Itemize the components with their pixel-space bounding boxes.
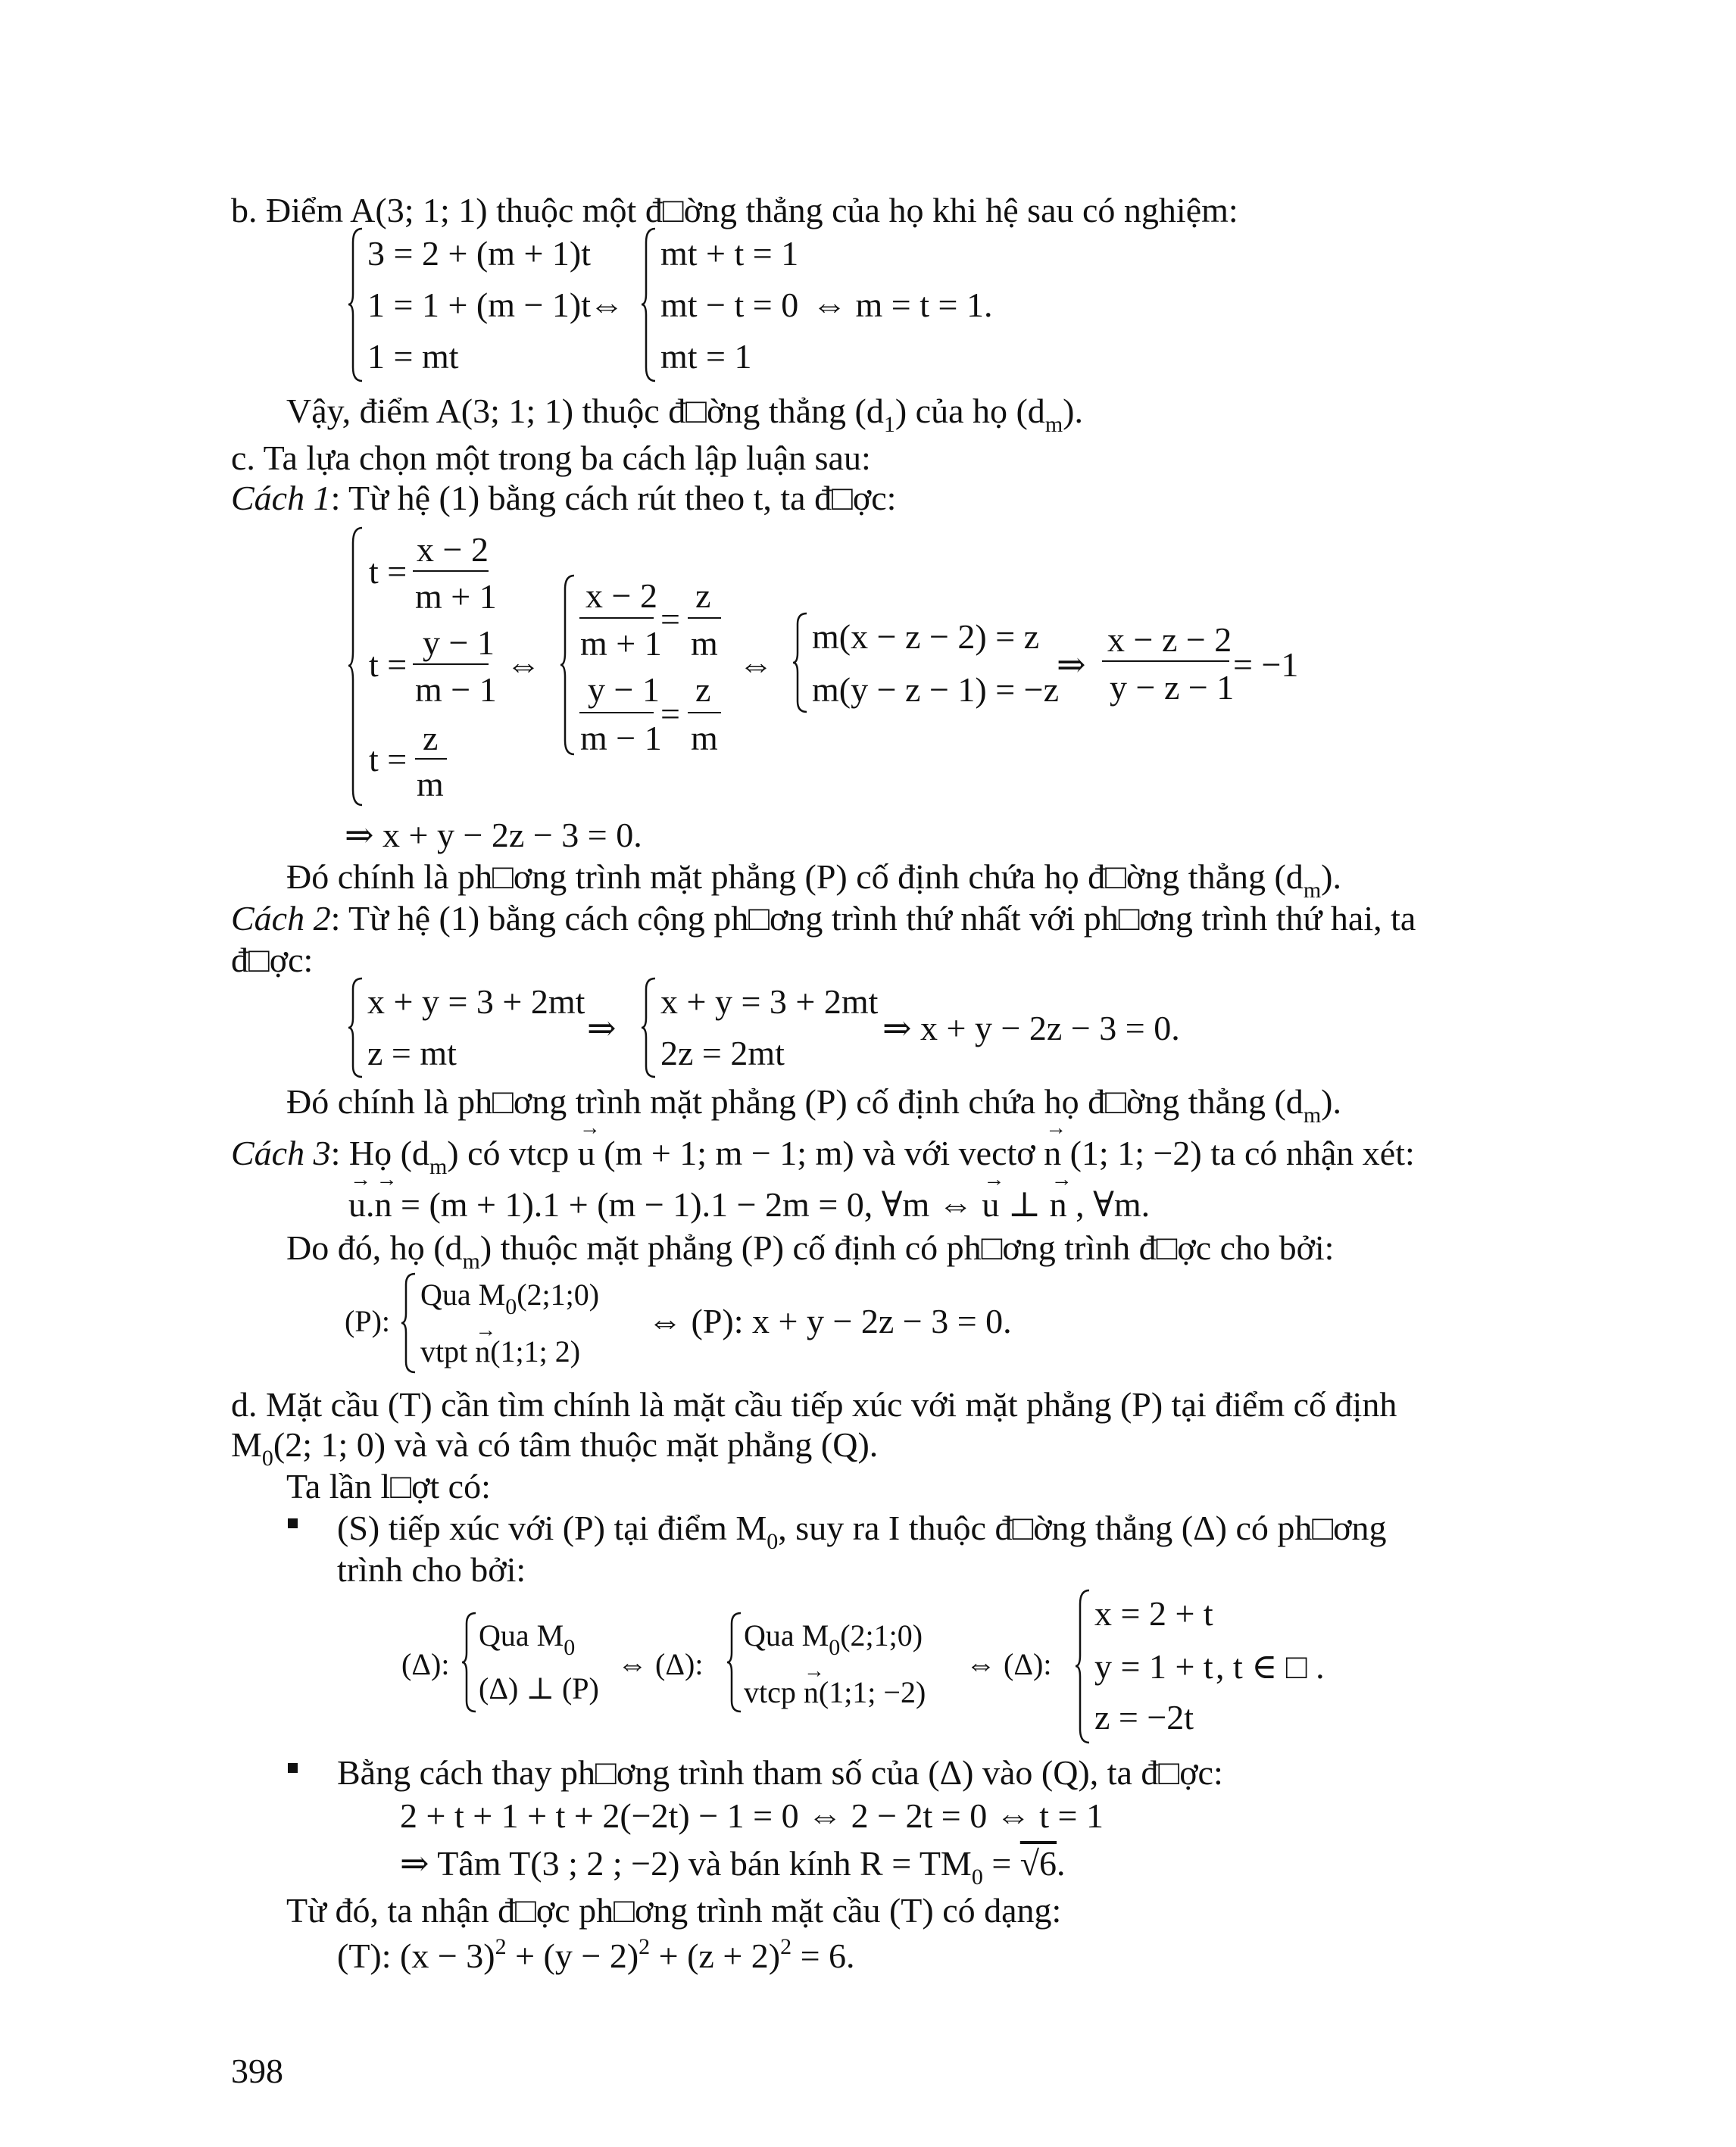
vector-arrow: → xyxy=(803,1659,825,1683)
delta-label: (Δ): xyxy=(401,1647,450,1681)
fraction-bar xyxy=(415,758,447,760)
result-equation: ⇔ m = t = 1. xyxy=(812,286,993,324)
fraction-bar xyxy=(579,617,654,619)
system-line: Qua $M_0(2;1;0)$ xyxy=(420,1278,600,1319)
t-equals: t = xyxy=(369,740,407,779)
part-b-intro: b. Điểm A(3; 1; 1) thuộc một đ□ờng thẳng của họ khi hệ sau có nghiệm: xyxy=(231,191,1238,229)
system-line: 1 = mt xyxy=(367,337,459,376)
fraction-denominator: m + 1 xyxy=(415,577,497,616)
page-number: 398 xyxy=(231,2052,283,2090)
fraction-bar xyxy=(579,712,654,713)
plane-label: (P): xyxy=(345,1304,390,1338)
system-line: vtcp → n(1;1; −2) xyxy=(744,1659,926,1709)
fraction-denominator: y − z − 1 xyxy=(1110,668,1235,707)
equals-sign: = xyxy=(660,694,680,733)
method-2-heading: Cách 2: Từ hệ (1) bằng cách cộng ph□ơng trình thứ nhất với ph□ơng trình thứ hai, ta xyxy=(231,899,1416,938)
system-line: x = 2 + t xyxy=(1094,1594,1213,1633)
fraction-denominator: m + 1 xyxy=(580,624,662,663)
fraction-numerator: z xyxy=(695,576,711,615)
system-line: (Δ) ⊥ (P) xyxy=(479,1671,599,1705)
system-line: 1 = 1 + (m − 1)t xyxy=(367,286,592,324)
fraction-denominator: m − 1 xyxy=(580,719,662,757)
system-line: m(y − z − 1) = −z xyxy=(812,670,1060,709)
system-line: 3 = 2 + (m + 1)t xyxy=(367,234,592,273)
fraction-bar xyxy=(413,663,489,665)
t-equals: t = xyxy=(369,645,407,684)
method-3-heading: Cách 3: Họ $(d_m)$ có vtcp → u (m + 1; m − 1; m) và với vectơ → n (1; 1; −2) ta có nhận xét: xyxy=(231,1116,1415,1179)
fraction-bar xyxy=(1102,660,1229,662)
brace-left xyxy=(640,977,657,1085)
equals-sign: = xyxy=(660,600,680,638)
part-d-list-intro: Ta lần l□ợt có: xyxy=(286,1467,491,1506)
vector-arrow: → xyxy=(579,1116,601,1140)
center-radius-line: ⇒ Tâm T(3 ; 2 ; −2) và bán kính $R = TM_0 = √6$. xyxy=(400,1844,1066,1890)
brace-left xyxy=(461,1612,477,1720)
method-2-note: Đó chính là ph□ơng trình mặt phẳng (P) cố định chứa họ đ□ờng thẳng $(d_m)$. xyxy=(286,1082,1341,1128)
implies-symbol: ⇒ xyxy=(1057,645,1086,684)
iff-symbol: ⇔ (Δ): xyxy=(617,1647,704,1681)
fraction-denominator: m xyxy=(417,765,444,804)
system-line: x + y = 3 + 2mt xyxy=(660,982,879,1021)
part-c-intro: c. Ta lựa chọn một trong ba cách lập luận sau: xyxy=(231,438,871,477)
fraction-denominator: m xyxy=(691,719,718,757)
system-line: vtpt → n(1;1; 2) xyxy=(420,1318,581,1368)
vector-arrow: → xyxy=(1045,1116,1067,1140)
brace-left xyxy=(640,227,657,389)
fraction-numerator: x − z − 2 xyxy=(1107,620,1232,659)
fraction-denominator: m xyxy=(691,624,718,663)
bullet-2-text: Bằng cách thay ph□ơng trình tham số của (Δ) vào (Q), ta đ□ợc: xyxy=(337,1753,1223,1792)
brace-left xyxy=(347,526,364,813)
method-2-result: ⇒ x + y − 2z − 3 = 0. xyxy=(882,1009,1180,1047)
vector-arrow: → xyxy=(475,1318,497,1342)
brace-left xyxy=(400,1272,417,1381)
brace-left xyxy=(1074,1589,1091,1750)
bullet-1-text: (S) tiếp xúc với (P) tại điểm $M_0$, suy ra I thuộc đ□ờng thẳng (Δ) có ph□ơng xyxy=(337,1509,1387,1554)
method-3-therefore: Do đó, họ $(d_m)$ thuộc mặt phẳng (P) cố định có ph□ơng trình đ□ợc cho bởi: xyxy=(286,1228,1335,1274)
brace-left xyxy=(347,227,364,389)
system-line: m(x − z − 2) = z xyxy=(812,617,1040,656)
t-equals: t = xyxy=(369,552,407,591)
system-line: 2z = 2mt xyxy=(660,1034,785,1072)
final-intro: Từ đó, ta nhận đ□ợc ph□ơng trình mặt cầu (T) có dạng: xyxy=(286,1891,1062,1930)
method-1-result: ⇒ x + y − 2z − 3 = 0. xyxy=(345,816,642,854)
implies-symbol: ⇒ xyxy=(587,1009,617,1047)
system-line: y = 1 + t xyxy=(1094,1647,1213,1686)
iff-symbol: ⇔ xyxy=(506,645,541,684)
fraction-bar xyxy=(688,617,721,619)
bullet-1-text-line2: trình cho bởi: xyxy=(337,1550,526,1589)
fraction-bar xyxy=(413,570,489,572)
fraction-numerator: z xyxy=(423,719,439,757)
method-1-note: Đó chính là ph□ơng trình mặt phẳng (P) cố định chứa họ đ□ờng thẳng $(d_m)$. xyxy=(286,857,1341,903)
brace-left xyxy=(347,977,364,1085)
fraction-denominator: m − 1 xyxy=(415,670,497,709)
system-line: z = mt xyxy=(367,1034,457,1072)
brace-left xyxy=(559,574,576,762)
fraction-numerator: x − 2 xyxy=(417,530,489,569)
bullet-icon xyxy=(288,1518,298,1528)
system-line: z = −2t xyxy=(1094,1698,1194,1737)
substitution-equation: 2 + t + 1 + t + 2(−2t) − 1 = 0 ⇔ 2 − 2t = 0 ⇔ t = 1 xyxy=(400,1796,1104,1835)
fraction-numerator: z xyxy=(695,670,711,709)
dot-product-line: → u. → n = (m + 1).1 + (m − 1).1 − 2m = 0, ∀m ⇔ → u ⊥ → n , ∀m. xyxy=(348,1168,1151,1224)
part-d-intro-line2: $M_0(2$; 1; 0) và và có tâm thuộc mặt phẳng (Q). xyxy=(231,1425,879,1471)
bullet-icon xyxy=(288,1763,298,1773)
brace-left xyxy=(792,612,808,720)
system-line: mt + t = 1 xyxy=(660,234,799,273)
part-b-conclusion: Vậy, điểm A(3; 1; 1) thuộc đ□ờng thẳng $(d_1)$ của họ $(d_m)$. xyxy=(286,392,1083,437)
vector-arrow: → xyxy=(983,1168,1005,1191)
vector-arrow: → xyxy=(350,1168,371,1191)
system-line: mt − t = 0 xyxy=(660,286,799,324)
fraction-bar xyxy=(688,712,721,713)
sphere-equation: (T): $(x - 3)^2 + (y - 2)^2 + (z + 2)^2 = 6$. xyxy=(337,1934,855,1975)
method-1-heading: Cách 1: Từ hệ (1) bằng cách rút theo t, ta đ□ợc: xyxy=(231,479,897,517)
system-line: x + y = 3 + 2mt xyxy=(367,982,585,1021)
brace-left xyxy=(726,1612,742,1720)
iff-symbol: ⇔ (Δ): xyxy=(966,1647,1052,1681)
part-d-intro: d. Mặt cầu (T) cần tìm chính là mặt cầu tiếp xúc với mặt phẳng (P) tại điểm cố định xyxy=(231,1385,1397,1424)
vector-arrow: → xyxy=(376,1168,398,1191)
method-3-result: ⇔ (P): x + y − 2z − 3 = 0. xyxy=(648,1302,1012,1340)
system-line: Qua $M_0$ xyxy=(479,1618,576,1660)
parameter-condition: , t ∈ □ . xyxy=(1216,1647,1325,1686)
result-equation: = −1 xyxy=(1233,645,1299,684)
fraction-numerator: y − 1 xyxy=(588,670,660,709)
system-line: mt = 1 xyxy=(660,337,752,376)
fraction-numerator: y − 1 xyxy=(423,623,495,662)
method-2-heading-line2: đ□ợc: xyxy=(231,941,314,979)
fraction-numerator: x − 2 xyxy=(585,576,657,615)
vector-arrow: → xyxy=(1051,1168,1073,1191)
iff-symbol: ⇔ xyxy=(738,645,773,684)
system-line: Qua $M_0(2;1;0)$ xyxy=(744,1618,923,1660)
iff-symbol: ⇔ xyxy=(589,286,624,324)
